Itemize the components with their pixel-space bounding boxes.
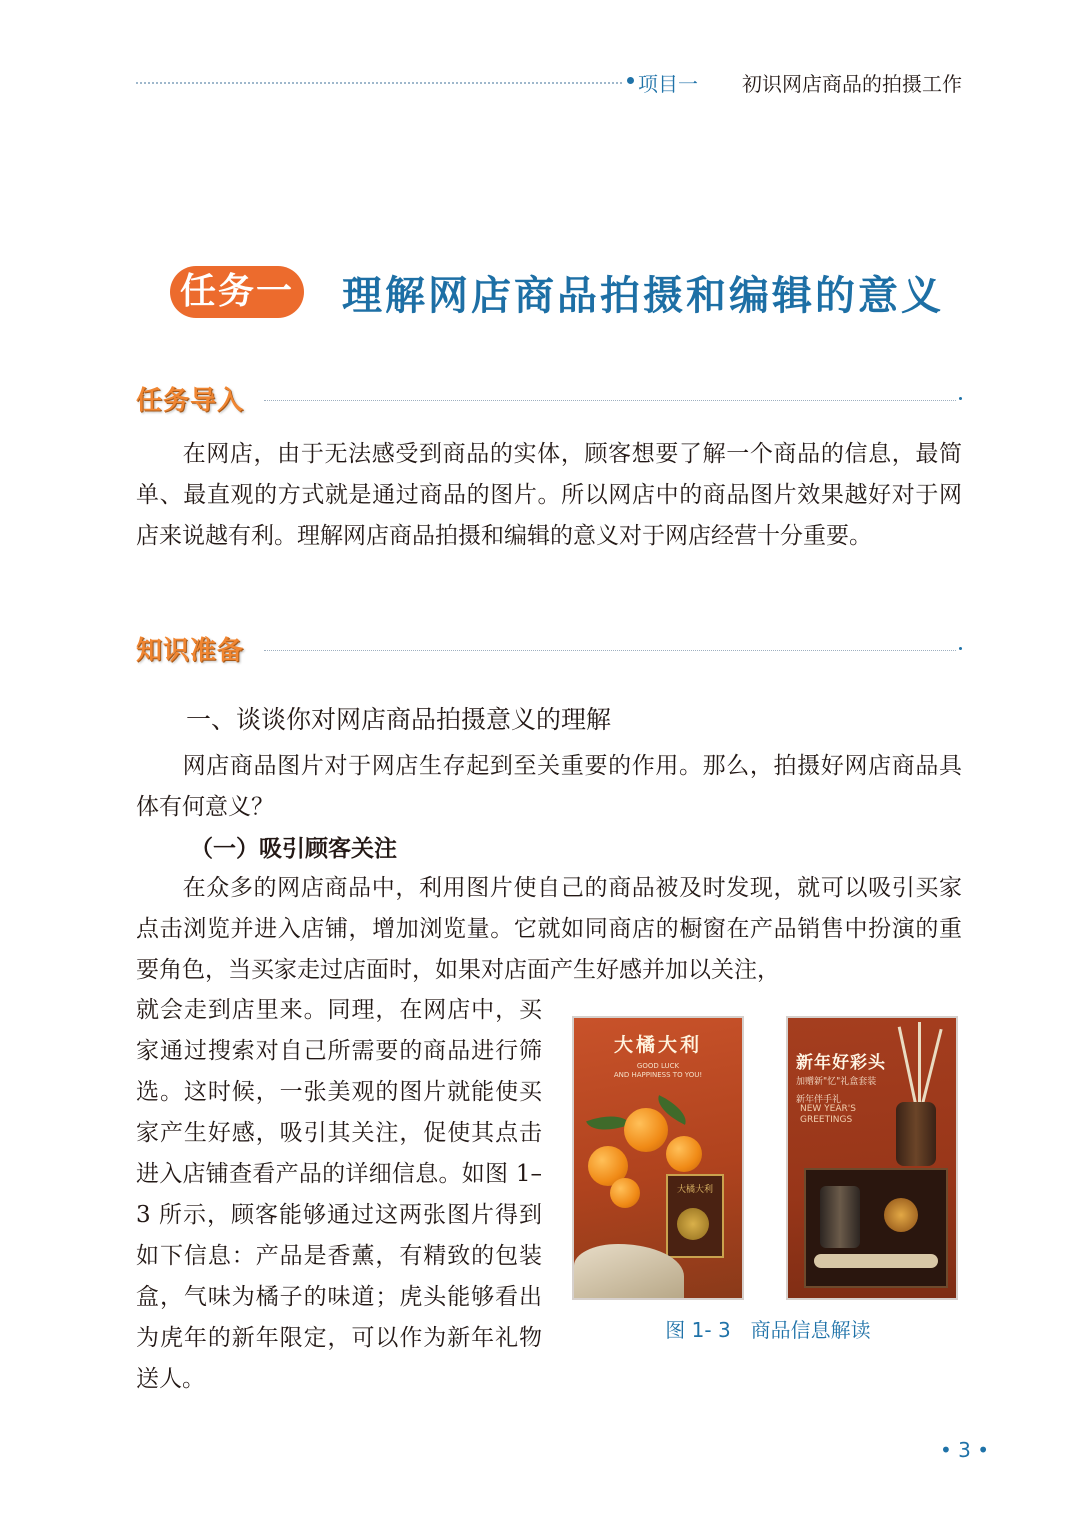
section-knowledge	[136, 630, 962, 664]
section-dotted-rule	[264, 650, 956, 651]
header-dotted-rule	[136, 82, 622, 84]
reed-stick	[920, 1029, 942, 1107]
tiger-head-icon	[884, 1198, 918, 1232]
diffuser-bottle	[896, 1102, 936, 1166]
paragraph-2-text: 在众多的网店商品中，利用图片使自己的商品被及时发现，就可以吸引买家点击浏览并进入店铺，增加浏览量。它就如同商店的橱窗在产品销售中扮演的重要角色，当买家走过店面时，如果对店面产生好感并加以关注，	[136, 875, 962, 983]
task-badge: 任务一	[170, 266, 304, 318]
intro-paragraph-text: 在网店，由于无法感受到商品的实体，顾客想要了解一个商品的信息，最简单、最直观的方式就是通过商品的图片。所以网店中的商品图片效果越好对于网店来说越有利。理解网店商品拍摄和编辑的意义对于网店经营十分重要。	[136, 441, 962, 549]
section-intro-label: 任务导入	[136, 386, 245, 416]
section-end-dot-icon	[959, 647, 962, 650]
orange-fruit	[624, 1108, 668, 1152]
paragraph-2	[136, 868, 962, 991]
intro-paragraph	[136, 434, 962, 557]
figure-1-3	[572, 1016, 964, 1346]
paragraph-1	[136, 746, 962, 828]
gift-tray	[804, 1168, 948, 1288]
reed-stick	[898, 1027, 918, 1106]
task-title: 理解网店商品拍摄和编辑的意义	[342, 273, 944, 319]
header-bullet-icon	[627, 77, 634, 84]
orange-fruit	[610, 1178, 640, 1208]
gift-box-label: 大橘大利	[676, 1185, 713, 1195]
running-header	[136, 68, 962, 98]
scroll-shape	[814, 1254, 938, 1268]
heading-level-2: （一）吸引顾客关注	[190, 836, 397, 862]
photo-left-english: GOOD LUCK AND HAPPINESS TO YOU!	[613, 1062, 703, 1079]
photo-right-english: NEW YEAR'S GREETINGS	[800, 1104, 856, 1125]
photo-right-subtitle: 加赠新"忆"礼盒套装	[796, 1077, 877, 1087]
photo-left-title: 大橘大利	[613, 1034, 702, 1056]
header-project-label: 项目一	[638, 72, 698, 96]
section-intro	[136, 380, 962, 414]
photo-right-cn-line: 新年伴手礼	[796, 1095, 842, 1105]
task-title-block	[170, 262, 950, 322]
section-end-dot-icon	[959, 397, 962, 400]
section-dotted-rule	[264, 400, 956, 401]
reed-stick	[918, 1022, 921, 1102]
figure-caption: 图 1- 3 商品信息解读	[665, 1318, 871, 1342]
seal-icon	[677, 1208, 709, 1240]
photo-right-title: 新年好彩头	[796, 1053, 886, 1073]
product-photo-tiger	[786, 1016, 958, 1300]
page-number: • 3 •	[940, 1438, 990, 1462]
heading-level-1: 一、谈谈你对网店商品拍摄意义的理解	[186, 705, 612, 734]
leaf-shape	[586, 1108, 630, 1139]
product-photo-orange	[572, 1016, 744, 1300]
paragraph-2-continued: 就会走到店里来。同理，在网店中，买家通过搜索对自己所需要的商品进行筛选。这时候，一张美观的图片就能使买家产生好感，吸引其关注，促使其点击进入店铺查看产品的详细信息。如图 1–3 所示，顾客能够通过这两张图片得到如下信息：产品是香薰，有精致的包装盒，气味为橘子的味道；虎头能够看出为虎年的新年限定，可以作为新年礼物送人。	[136, 997, 542, 1392]
candle-jar	[820, 1186, 860, 1248]
gift-box	[666, 1174, 724, 1258]
section-knowledge-label: 知识准备	[136, 636, 245, 666]
paragraph-1-text: 网店商品图片对于网店生存起到至关重要的作用。那么，拍摄好网店商品具体有何意义？	[136, 753, 962, 820]
header-chapter-title: 初识网店商品的拍摄工作	[742, 72, 962, 96]
orange-fruit	[666, 1136, 702, 1172]
